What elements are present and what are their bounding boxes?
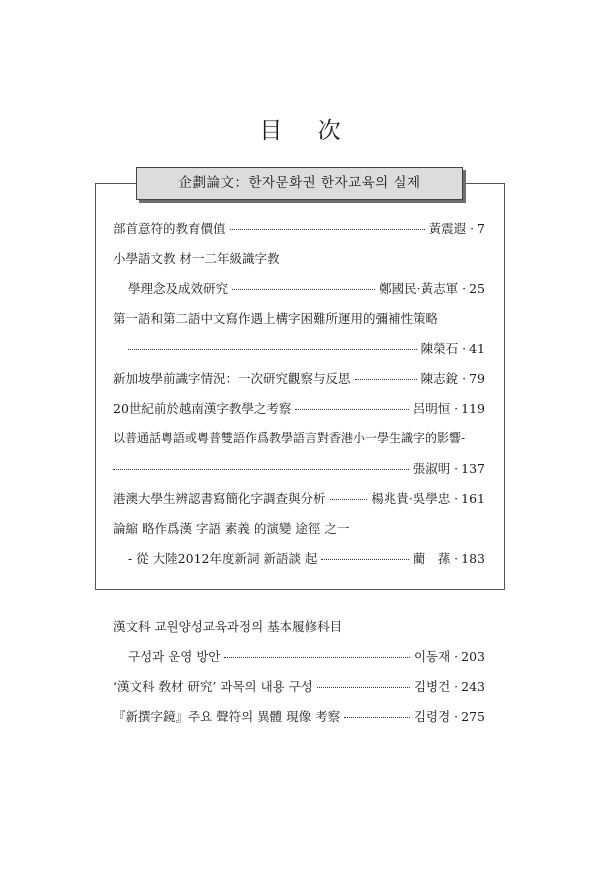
entry-title: 小學語文教 材一二年級識字教 xyxy=(113,251,280,266)
entry-page: 243 xyxy=(461,679,485,694)
entry-title: 學理念及成效研究 xyxy=(128,281,229,296)
entry-author: 김령경 · xyxy=(413,709,459,724)
entry-title: 以普通話粵語或粵普雙語作爲教學語言對香港小一學生識字的影響- xyxy=(113,431,466,445)
toc-entry[interactable] xyxy=(113,399,485,429)
leader-dots xyxy=(113,468,409,470)
entry-title: 第一語和第二語中文寫作遇上構字困難所運用的彌補性策略 xyxy=(113,311,439,326)
leader-dots xyxy=(330,498,368,500)
entry-title: ‘漢文科 敎材 研究’ 과목의 내용 구성 xyxy=(113,679,313,694)
toc-entry[interactable] xyxy=(113,549,485,579)
entry-title: 20世紀前於越南漢字教學之考察 xyxy=(113,401,292,416)
toc-section-1 xyxy=(113,219,485,579)
toc-entry[interactable] xyxy=(113,617,485,647)
section-header: 企劃論文：한자문화권 한자교육의 실제 xyxy=(136,167,463,200)
entry-author: 楊兆貴·吳學忠 · xyxy=(371,491,459,506)
toc-entry[interactable] xyxy=(113,647,485,677)
toc-entry[interactable] xyxy=(113,519,485,549)
entry-author: 張淑明 · xyxy=(412,461,459,476)
toc-entry[interactable] xyxy=(113,249,485,279)
leader-dots xyxy=(317,686,410,688)
leader-dots xyxy=(224,656,409,658)
toc-entry[interactable] xyxy=(113,677,485,707)
entry-page: 7 xyxy=(477,221,485,236)
entry-page: 137 xyxy=(461,461,485,476)
entry-title: 漢文科 교원양성교육과정의 基本履修科目 xyxy=(113,619,343,634)
toc-entry[interactable] xyxy=(113,429,485,459)
entry-title: 港澳大學生辨認書寫簡化字調查與分析 xyxy=(113,491,326,506)
entry-author: 陳志銳 · xyxy=(420,371,467,386)
entry-page: 25 xyxy=(469,281,485,296)
entry-page: 275 xyxy=(461,709,485,724)
entry-page: 183 xyxy=(461,551,485,566)
entry-title: 『新撰字鏡』주요 聲符의 異體 現像 考察 xyxy=(113,709,341,724)
leader-dots xyxy=(232,288,375,290)
entry-page: 161 xyxy=(461,491,485,506)
leader-dots xyxy=(128,348,417,350)
toc-entry[interactable] xyxy=(113,279,485,309)
leader-dots xyxy=(344,716,410,718)
entry-author: 黃震遐 · xyxy=(428,221,475,236)
page-title: 目 次 xyxy=(259,118,355,144)
entry-page: 203 xyxy=(461,649,485,664)
leader-dots xyxy=(230,228,425,230)
toc-entry[interactable] xyxy=(113,339,485,369)
entry-page: 119 xyxy=(461,401,485,416)
leader-dots xyxy=(355,378,417,380)
entry-page: 41 xyxy=(469,341,485,356)
toc-entry[interactable] xyxy=(113,707,485,737)
entry-title: 部首意符的教育價值 xyxy=(113,221,226,236)
entry-author: 이동재 · xyxy=(413,649,459,664)
entry-author: 陳榮石 · xyxy=(420,341,467,356)
entry-author: 藺 蓀 · xyxy=(412,551,459,566)
entry-title: 구성과 운영 방안 xyxy=(128,649,221,664)
toc-entry[interactable] xyxy=(113,369,485,399)
leader-dots xyxy=(321,558,408,560)
leader-dots xyxy=(295,408,408,410)
entry-author: 김병건 · xyxy=(413,679,459,694)
toc-entry[interactable] xyxy=(113,489,485,519)
entry-author: 鄭國民·黃志軍 · xyxy=(379,281,467,296)
toc-entry[interactable] xyxy=(113,219,485,249)
toc-entry[interactable] xyxy=(113,309,485,339)
entry-page: 79 xyxy=(469,371,485,386)
toc-section-2 xyxy=(113,617,485,737)
entry-title: 論縮 略作爲漢 字語 素義 的演變 途徑 之一 xyxy=(113,521,350,536)
toc-entry[interactable] xyxy=(113,459,485,489)
entry-title: 新加坡學前識字情況：一次研究觀察与反思 xyxy=(113,371,351,386)
entry-author: 呂明恒 · xyxy=(412,401,459,416)
entry-title: - 從 大陸2012年度新詞 新語談 起 xyxy=(128,551,318,566)
